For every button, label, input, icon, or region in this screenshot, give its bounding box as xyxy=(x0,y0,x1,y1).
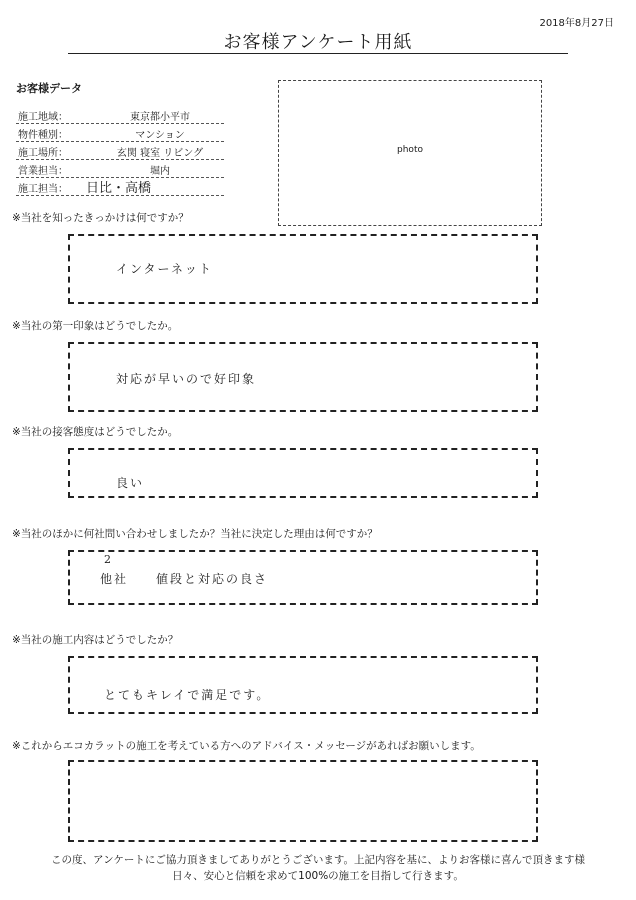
photo-placeholder xyxy=(278,80,542,226)
answer-text: 他社 値段と対応の良さ xyxy=(100,572,269,586)
field-sales-rep xyxy=(16,160,224,178)
field-value: 玄関 寝室 リビング xyxy=(116,148,204,159)
footer-line-1: この度、アンケートにご協力頂きましてありがとうございます。上記内容を基に、よりお客様に喜んで頂きます様 xyxy=(50,854,586,866)
field-label: 営業担当： xyxy=(18,166,68,177)
answer-box-6 xyxy=(68,760,538,842)
answer-text: 良い xyxy=(116,476,145,490)
question-3: ※当社の接客態度はどうでしたか。 xyxy=(12,426,179,438)
field-label: 物件種別： xyxy=(18,130,68,141)
footer-line-2: 日々、安心と信頼を求めて100%の施工を目指して行きます。 xyxy=(172,870,464,882)
question-6: ※これからエコカラットの施工を考えている方へのアドバイス・メッセージがあればお願いします。 xyxy=(12,740,481,752)
question-5: ※当社の施工内容はどうでしたか？ xyxy=(12,634,179,646)
answer-note: 2 xyxy=(104,553,111,566)
answer-box-3 xyxy=(68,448,538,498)
answer-box-1 xyxy=(68,234,538,304)
answer-text: とてもキレイで満足です。 xyxy=(104,688,271,702)
question-4: ※当社のほかに何社問い合わせしましたか？当社に決定した理由は何ですか？ xyxy=(12,528,378,540)
field-construction-location xyxy=(16,142,224,160)
answer-text: 対応が早いので好印象 xyxy=(116,372,257,386)
field-value-handwritten: 日比・高橋 xyxy=(86,181,152,196)
field-label: 施工地域： xyxy=(18,112,68,123)
question-2: ※当社の第一印象はどうでしたか。 xyxy=(12,320,179,332)
answer-box-4 xyxy=(68,550,538,605)
photo-label: photo xyxy=(397,145,423,155)
customer-data-heading: お客様データ xyxy=(16,82,82,95)
page-title: お客様アンケート用紙 xyxy=(223,32,413,53)
field-property-type xyxy=(16,124,224,142)
question-1: ※当社を知ったきっかけは何ですか？ xyxy=(12,212,189,224)
title-underline xyxy=(68,53,568,54)
field-value: マンション xyxy=(135,130,185,141)
field-construction-area xyxy=(16,106,224,124)
answer-text: インターネット xyxy=(116,262,213,276)
answer-box-2 xyxy=(68,342,538,412)
survey-date: 2018年8月27日 xyxy=(539,18,614,29)
answer-box-5 xyxy=(68,656,538,714)
field-installer xyxy=(16,178,224,196)
field-value: 東京都小平市 xyxy=(130,112,190,123)
field-label: 施工担当： xyxy=(18,184,68,195)
field-label: 施工場所： xyxy=(18,148,68,159)
field-value: 堀内 xyxy=(150,166,170,177)
